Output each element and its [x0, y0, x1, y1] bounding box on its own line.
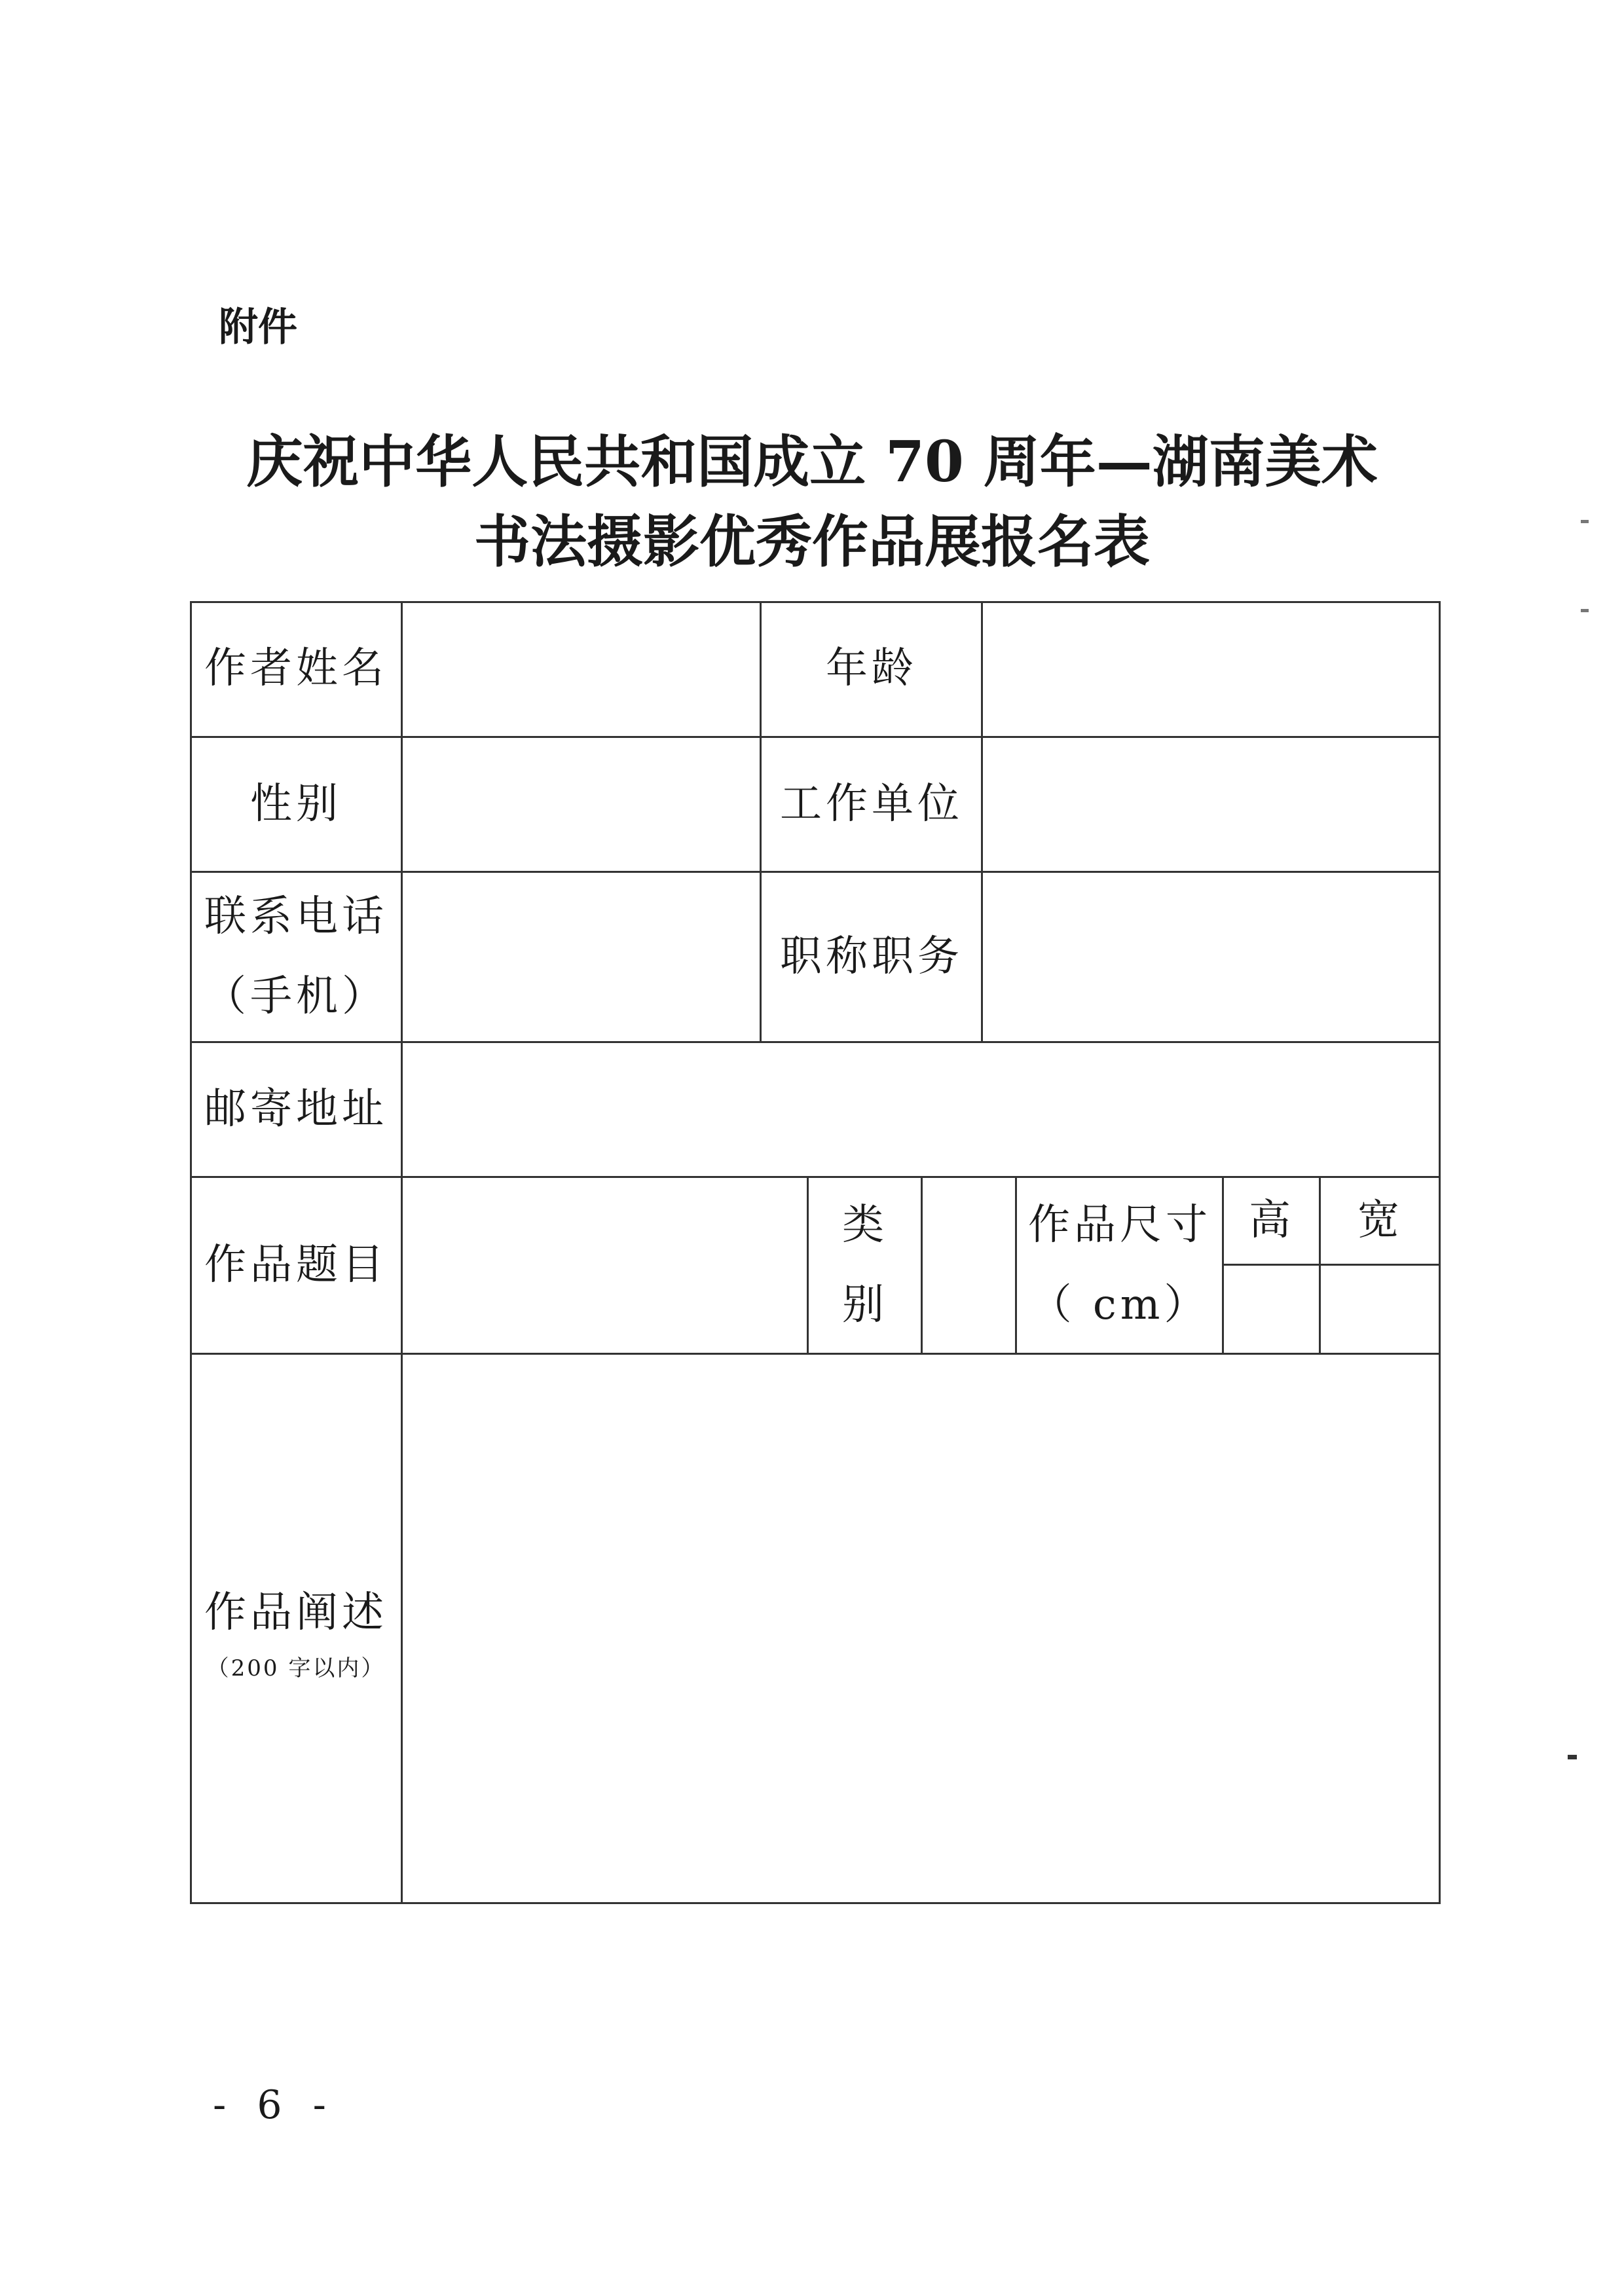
category-label-line1: 类: [842, 1201, 888, 1250]
description-label-text: 作品阐述: [204, 1588, 388, 1638]
mailing-address-field[interactable]: [403, 1043, 1439, 1176]
work-size-label-line2: （ cm）: [1029, 1281, 1210, 1329]
gender-label: 性别: [250, 780, 342, 829]
scan-artifact: [1581, 520, 1589, 523]
attachment-label: 附件: [219, 304, 297, 350]
height-label: 高: [1249, 1196, 1295, 1245]
category-label: [808, 1177, 922, 1354]
page-number: - 6 -: [213, 2082, 335, 2128]
phone-label-line1: 联系电话: [204, 892, 388, 942]
work-title-label: 作品题目: [204, 1241, 388, 1290]
width-field[interactable]: [1321, 1266, 1439, 1353]
author-name-field[interactable]: [403, 603, 760, 736]
gender-field[interactable]: [403, 738, 760, 871]
work-unit-field[interactable]: [983, 738, 1439, 871]
scan-artifact: [1568, 1755, 1577, 1759]
height-field[interactable]: [1224, 1266, 1319, 1353]
form-title-line1: 庆祝中华人民共和国成立 70 周年—湖南美术: [246, 429, 1378, 495]
category-label-line2: 别: [842, 1281, 888, 1329]
age-label: 年龄: [826, 644, 917, 693]
work-size-label-line1: 作品尺寸: [1028, 1201, 1211, 1250]
phone-field[interactable]: [403, 873, 760, 1041]
age-field[interactable]: [983, 603, 1439, 736]
work-title-field[interactable]: [403, 1178, 807, 1353]
mailing-address-label: 邮寄地址: [204, 1085, 388, 1134]
category-field[interactable]: [923, 1178, 1015, 1353]
scan-artifact: [1581, 609, 1589, 612]
title-position-field[interactable]: [983, 873, 1439, 1041]
description-note: （200 字以内）: [206, 1655, 386, 1681]
form-title-line2: 书法摄影优秀作品展报名表: [474, 509, 1150, 575]
registration-form: [190, 601, 1441, 1904]
author-name-label: 作者姓名: [204, 644, 388, 693]
work-unit-label: 工作单位: [780, 780, 963, 829]
work-size-label: [1016, 1177, 1223, 1354]
description-field[interactable]: [403, 1355, 1439, 1902]
title-position-label: 职称职务: [780, 932, 963, 982]
width-label: 宽: [1357, 1196, 1403, 1245]
description-label: [190, 1354, 402, 1904]
phone-label-line2: （手机）: [204, 972, 388, 1021]
phone-label: [190, 872, 402, 1042]
